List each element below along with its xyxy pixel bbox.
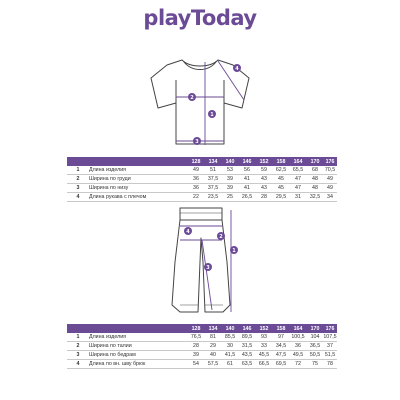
cell: 48 <box>312 185 318 192</box>
size-col: 152 <box>259 158 269 165</box>
cell: 49,5 <box>292 352 304 359</box>
cell: 41 <box>244 176 250 183</box>
cell: 62,5 <box>275 167 287 174</box>
row-number: 2 <box>76 176 80 183</box>
cell: 45 <box>278 185 284 192</box>
row-label: Ширина по бедрам <box>89 352 136 359</box>
cell: 85,5 <box>224 334 236 341</box>
row-number: 1 <box>76 334 80 341</box>
table-row <box>67 333 337 342</box>
row-number: 1 <box>76 167 80 174</box>
cell: 97 <box>278 334 284 341</box>
cell: 51 <box>210 167 216 174</box>
row-number: 4 <box>76 361 80 368</box>
row-number: 2 <box>76 343 80 350</box>
row-number: 3 <box>76 185 80 192</box>
cell: 76,5 <box>190 334 202 341</box>
marker-1: 1 <box>210 111 214 118</box>
cell: 36,5 <box>309 343 321 350</box>
cell: 69,5 <box>275 361 287 368</box>
cell: 78 <box>327 361 333 368</box>
size-col: 176 <box>325 158 335 165</box>
cell: 22 <box>193 194 199 201</box>
size-col: 164 <box>293 325 303 332</box>
cell: 49 <box>327 176 333 183</box>
cell: 49 <box>327 185 333 192</box>
cell: 63,5 <box>241 361 253 368</box>
size-col: 158 <box>276 325 286 332</box>
cell: 43 <box>261 185 267 192</box>
cell: 66,5 <box>258 361 270 368</box>
cell: 37,5 <box>207 185 219 192</box>
cell: 68 <box>312 167 318 174</box>
cell: 56 <box>244 167 250 174</box>
cell: 54 <box>193 361 199 368</box>
table-row <box>67 184 337 193</box>
cell: 41 <box>244 185 250 192</box>
cell: 45 <box>278 176 284 183</box>
cell: 53 <box>227 167 233 174</box>
tshirt-size-table <box>67 157 337 202</box>
cell: 39 <box>227 185 233 192</box>
row-label: Длина изделия <box>89 167 127 174</box>
size-col: 146 <box>242 158 252 165</box>
cell: 31 <box>295 194 301 201</box>
pants-marker-1: 1 <box>232 247 236 254</box>
cell: 32,5 <box>309 194 321 201</box>
cell: 65,5 <box>292 167 304 174</box>
cell: 40 <box>210 352 216 359</box>
size-col: 170 <box>310 158 320 165</box>
size-col: 176 <box>325 325 335 332</box>
cell: 28 <box>261 194 267 201</box>
row-number: 4 <box>76 194 80 201</box>
cell: 81 <box>210 334 216 341</box>
size-col: 158 <box>276 158 286 165</box>
size-col: 128 <box>191 158 201 165</box>
cell: 75 <box>312 361 318 368</box>
cell: 23,5 <box>207 194 219 201</box>
cell: 34 <box>327 194 333 201</box>
cell: 37,5 <box>207 176 219 183</box>
row-label: Длина по вн. шву брюк <box>89 361 146 368</box>
cell: 37 <box>327 343 333 350</box>
cell: 89,5 <box>241 334 253 341</box>
row-number: 3 <box>76 352 80 359</box>
cell: 47 <box>295 176 301 183</box>
cell: 57,5 <box>207 361 219 368</box>
cell: 93 <box>261 334 267 341</box>
cell: 48 <box>312 176 318 183</box>
cell: 36 <box>295 343 301 350</box>
cell: 34,5 <box>275 343 287 350</box>
cell: 29 <box>210 343 216 350</box>
brand-logo: playToday <box>143 6 257 30</box>
row-label: Длина рукава с плечом <box>89 194 147 201</box>
cell: 72 <box>295 361 301 368</box>
size-col: 134 <box>208 325 218 332</box>
cell: 50,5 <box>309 352 321 359</box>
size-col: 140 <box>225 158 235 165</box>
cell: 28 <box>193 343 199 350</box>
marker-3: 3 <box>195 138 199 145</box>
size-col: 128 <box>191 325 201 332</box>
size-col: 146 <box>242 325 252 332</box>
cell: 30 <box>227 343 233 350</box>
cell: 39 <box>193 352 199 359</box>
cell: 47,5 <box>275 352 287 359</box>
cell: 43,5 <box>241 352 253 359</box>
row-label: Длина изделия <box>89 334 127 341</box>
cell: 41,5 <box>224 352 236 359</box>
cell: 100,5 <box>291 334 305 341</box>
cell: 39 <box>227 176 233 183</box>
table-row <box>67 360 337 369</box>
pants-drawing <box>172 208 230 312</box>
size-col: 140 <box>225 325 235 332</box>
row-label: Ширина по груди <box>89 176 131 183</box>
cell: 49 <box>193 167 199 174</box>
cell: 26,5 <box>241 194 253 201</box>
cell: 25 <box>227 194 233 201</box>
cell: 36 <box>193 185 199 192</box>
cell: 47 <box>295 185 301 192</box>
cell: 51,5 <box>324 352 336 359</box>
tshirt-drawing <box>151 60 249 144</box>
size-col: 152 <box>259 325 269 332</box>
table-row <box>67 351 337 360</box>
cell: 43 <box>261 176 267 183</box>
cell: 70,5 <box>324 167 336 174</box>
table-row <box>67 166 337 175</box>
size-col: 170 <box>310 325 320 332</box>
pants-size-table <box>67 324 337 369</box>
table-row <box>67 193 337 202</box>
marker-4: 4 <box>235 65 239 72</box>
cell: 107,5 <box>323 334 337 341</box>
pants-marker-4: 4 <box>186 228 190 235</box>
cell: 33 <box>261 343 267 350</box>
cell: 36 <box>193 176 199 183</box>
cell: 45,5 <box>258 352 270 359</box>
row-label: Ширина по низу <box>89 185 129 192</box>
pants-marker-3: 3 <box>206 264 210 271</box>
marker-2: 2 <box>190 94 194 101</box>
table-row <box>67 175 337 184</box>
pants-marker-2: 2 <box>219 233 223 240</box>
cell: 31,5 <box>241 343 253 350</box>
size-col: 164 <box>293 158 303 165</box>
tshirt-table-header <box>67 157 337 166</box>
pants-table-header <box>67 324 337 333</box>
table-row <box>67 342 337 351</box>
size-col: 134 <box>208 158 218 165</box>
cell: 104 <box>310 334 320 341</box>
row-label: Ширина по талии <box>89 343 132 350</box>
cell: 61 <box>227 361 233 368</box>
cell: 29,5 <box>275 194 287 201</box>
cell: 59 <box>261 167 267 174</box>
